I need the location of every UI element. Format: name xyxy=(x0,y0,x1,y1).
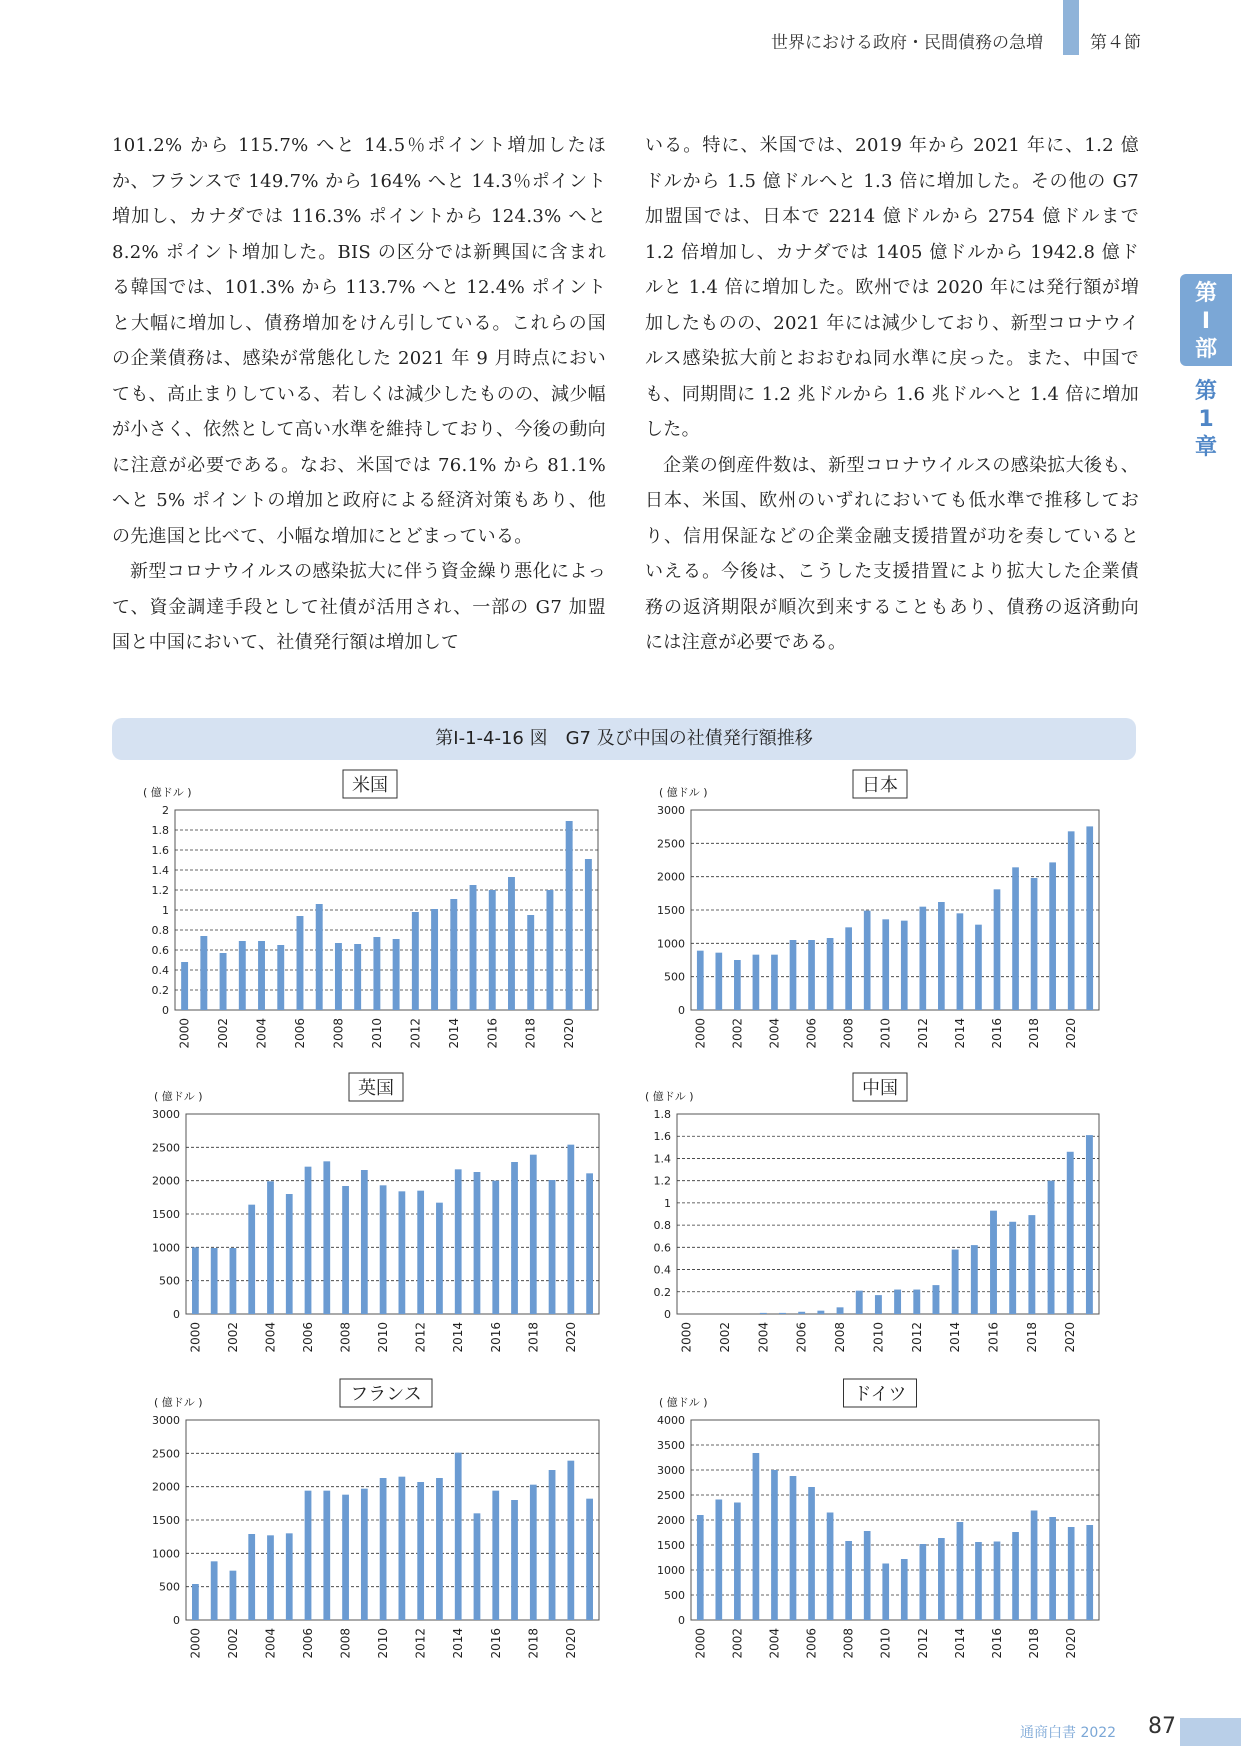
x-tick-label: 2012 xyxy=(915,1628,930,1659)
bar xyxy=(267,1181,274,1314)
y-tick-label: 0.2 xyxy=(151,984,169,997)
x-tick-label: 2012 xyxy=(909,1322,924,1353)
y-tick-label: 500 xyxy=(159,1580,180,1594)
bar xyxy=(200,936,207,1010)
x-tick-label: 2016 xyxy=(990,1628,1004,1659)
bar xyxy=(715,1500,722,1621)
bar xyxy=(753,955,760,1010)
bar xyxy=(192,1584,199,1620)
x-tick-label: 2016 xyxy=(488,1628,503,1659)
x-tick-label: 2014 xyxy=(446,1018,461,1049)
bar xyxy=(361,1489,368,1620)
y-tick-label: 2500 xyxy=(152,1141,180,1155)
y-tick-label: 1.2 xyxy=(151,884,169,897)
bar xyxy=(1012,1532,1019,1620)
x-tick-label: 2010 xyxy=(878,1628,893,1659)
running-header-title: 世界における政府・民間債務の急増 xyxy=(771,33,1043,53)
bar xyxy=(760,1313,767,1314)
bar xyxy=(882,919,889,1010)
bar xyxy=(994,889,1001,1010)
x-tick-label: 2000 xyxy=(177,1018,192,1049)
part-tab-char: 部 xyxy=(1194,337,1217,362)
x-tick-label: 2000 xyxy=(693,1018,708,1049)
bar xyxy=(1028,1215,1035,1314)
bar xyxy=(230,1248,237,1314)
y-axis-unit: ( 億ドル ) xyxy=(659,786,708,799)
bar xyxy=(715,953,722,1010)
y-tick-label: 1.4 xyxy=(653,1152,671,1166)
x-tick-label: 2000 xyxy=(693,1628,708,1659)
body-paragraph: いる。特に、米国では、2019 年から 2021 年に、1.2 億ドルから 1.5 億ドルへと 1.3 倍に増加した。その他の G7 加盟国では、日本で 2214 億ドルから 2754 億ドルまで 1.2 倍増加し、カナダでは 1405 億ドルから 1942.8 億ドルと 1.4 倍に増加した。欧州では 2020 年には発行額が増加したものの、2021 年には減少しており、新型コロナウイルス感染拡大前とおおむね同水準に戻った。また、中国でも、同期間に 1.2 兆ドルから 1.6 兆ドルへと 1.4 倍に増加した。 xyxy=(645,135,1139,440)
x-tick-label: 2018 xyxy=(526,1628,541,1659)
x-tick-label: 2016 xyxy=(986,1322,1001,1353)
x-tick-label: 2002 xyxy=(730,1628,745,1659)
x-tick-label: 2006 xyxy=(804,1018,819,1049)
bar xyxy=(901,921,908,1010)
y-tick-label: 0.6 xyxy=(653,1241,671,1255)
x-tick-label: 2004 xyxy=(263,1322,278,1353)
bar xyxy=(1049,862,1056,1010)
y-tick-label: 1500 xyxy=(657,1539,685,1552)
x-tick-label: 2018 xyxy=(1027,1628,1042,1659)
y-tick-label: 0 xyxy=(162,1004,169,1017)
bar xyxy=(380,1478,387,1620)
y-tick-label: 0.6 xyxy=(151,944,169,957)
bar xyxy=(586,1173,593,1314)
y-tick-label: 1.2 xyxy=(653,1174,671,1188)
bar xyxy=(567,1461,574,1620)
bar xyxy=(399,1191,406,1314)
bar xyxy=(975,1542,982,1620)
bar xyxy=(817,1311,824,1314)
y-tick-label: 4000 xyxy=(657,1414,685,1427)
bar xyxy=(845,1541,852,1620)
y-tick-label: 1.6 xyxy=(151,844,169,857)
bar xyxy=(971,1245,978,1314)
x-tick-label: 2010 xyxy=(871,1322,886,1353)
y-tick-label: 3500 xyxy=(657,1439,685,1452)
bar xyxy=(436,1478,443,1620)
y-tick-label: 1500 xyxy=(657,904,685,917)
bar xyxy=(771,1470,778,1620)
x-tick-label: 2016 xyxy=(488,1322,503,1353)
y-tick-label: 3000 xyxy=(657,804,685,817)
x-tick-label: 2002 xyxy=(225,1628,240,1659)
bar xyxy=(305,1491,312,1620)
bar xyxy=(901,1559,908,1620)
bar xyxy=(827,938,834,1010)
bar xyxy=(875,1295,882,1314)
y-tick-label: 1000 xyxy=(657,937,685,951)
bar xyxy=(1048,1181,1055,1314)
bar xyxy=(933,1285,940,1314)
x-tick-label: 2012 xyxy=(413,1628,428,1659)
x-tick-label: 2012 xyxy=(915,1018,930,1049)
bar xyxy=(1086,1135,1093,1314)
x-tick-label: 2002 xyxy=(730,1018,745,1049)
bar xyxy=(342,1186,349,1314)
body-paragraph: 企業の倒産件数は、新型コロナウイルスの感染拡大後も、日本、米国、欧州のいずれにおいても低水準で推移しており、信用保証などの企業金融支援措置が功を奏しているといえる。今後は、こうした支援措置により拡大した企業債務の返済期限が順次到来することもあり、債務の返済動向には注意が必要である。 xyxy=(645,454,1140,653)
bar xyxy=(373,937,380,1010)
bar xyxy=(919,1544,926,1620)
y-tick-label: 1.8 xyxy=(653,1108,671,1121)
bar xyxy=(827,1513,834,1621)
bar xyxy=(697,1515,704,1620)
bar xyxy=(808,940,815,1010)
bar xyxy=(511,1500,518,1620)
x-tick-label: 2004 xyxy=(767,1018,782,1049)
y-tick-label: 3000 xyxy=(152,1414,180,1427)
bar xyxy=(380,1185,387,1314)
chart-title: ドイツ xyxy=(853,1384,907,1405)
y-tick-label: 0.8 xyxy=(653,1219,671,1233)
x-tick-label: 2002 xyxy=(225,1322,240,1353)
bar xyxy=(492,1491,499,1620)
y-tick-label: 1000 xyxy=(152,1241,180,1255)
chart-title: 米国 xyxy=(352,775,388,796)
x-tick-label: 2020 xyxy=(563,1628,578,1659)
y-tick-label: 0.4 xyxy=(653,1263,671,1277)
bar xyxy=(913,1290,920,1314)
y-tick-label: 0 xyxy=(173,1308,180,1321)
bar xyxy=(181,962,188,1010)
bar xyxy=(549,1470,556,1620)
x-tick-label: 2008 xyxy=(841,1018,856,1049)
x-tick-label: 2000 xyxy=(188,1322,203,1353)
part-tab-char: Ⅰ xyxy=(1201,309,1211,334)
y-tick-label: 0 xyxy=(173,1614,180,1627)
bar xyxy=(1067,1152,1074,1314)
footer-accent-bar xyxy=(1180,1718,1241,1746)
x-tick-label: 2018 xyxy=(1027,1018,1042,1049)
bar xyxy=(335,943,342,1010)
y-tick-label: 1.4 xyxy=(151,864,169,877)
y-axis-unit: ( 億ドル ) xyxy=(154,1090,203,1103)
y-axis-unit: ( 億ドル ) xyxy=(645,1090,694,1103)
bar xyxy=(436,1203,443,1314)
x-tick-label: 2018 xyxy=(523,1018,538,1049)
bar xyxy=(230,1571,237,1620)
x-tick-label: 2006 xyxy=(292,1018,307,1049)
x-tick-label: 2000 xyxy=(679,1322,694,1353)
bar xyxy=(734,1503,741,1621)
y-tick-label: 0 xyxy=(664,1308,671,1321)
bar xyxy=(779,1313,786,1314)
page-number: 87 xyxy=(1148,1714,1176,1739)
x-tick-label: 2004 xyxy=(767,1628,782,1659)
bar xyxy=(753,1453,760,1620)
bar xyxy=(864,1531,871,1620)
bar xyxy=(975,925,982,1010)
bar xyxy=(239,941,246,1010)
y-tick-label: 500 xyxy=(664,1589,685,1602)
x-tick-label: 2014 xyxy=(952,1018,967,1049)
bar xyxy=(323,1161,330,1314)
y-tick-label: 3000 xyxy=(152,1108,180,1121)
bar xyxy=(417,1482,424,1620)
bar xyxy=(286,1533,293,1620)
bar xyxy=(450,899,457,1010)
bar xyxy=(790,940,797,1010)
bar xyxy=(566,821,573,1010)
x-tick-label: 2020 xyxy=(563,1322,578,1353)
x-tick-label: 2020 xyxy=(1064,1018,1079,1049)
chapter-tab-char: 章 xyxy=(1194,435,1217,460)
x-tick-label: 2012 xyxy=(413,1322,428,1353)
bar xyxy=(549,1180,556,1314)
bar xyxy=(305,1167,312,1314)
bar xyxy=(1086,1525,1093,1620)
y-tick-label: 0.2 xyxy=(653,1285,671,1299)
x-tick-label: 2006 xyxy=(301,1322,316,1353)
x-tick-label: 2008 xyxy=(331,1018,346,1049)
bar xyxy=(882,1564,889,1621)
bar xyxy=(734,960,741,1010)
x-tick-label: 2020 xyxy=(1063,1322,1078,1353)
chart-title: 英国 xyxy=(358,1078,394,1099)
bar xyxy=(455,1453,462,1620)
bar xyxy=(508,877,515,1010)
x-tick-label: 2020 xyxy=(1064,1628,1079,1659)
bar xyxy=(267,1535,274,1620)
bar xyxy=(990,1211,997,1314)
bar xyxy=(474,1172,481,1314)
bar xyxy=(790,1476,797,1620)
x-tick-label: 2014 xyxy=(451,1322,466,1353)
bar xyxy=(361,1170,368,1314)
chart-title: フランス xyxy=(350,1384,422,1405)
bar xyxy=(957,1522,964,1620)
bar xyxy=(585,859,592,1010)
y-tick-label: 2000 xyxy=(152,1480,180,1494)
x-tick-label: 2008 xyxy=(338,1628,353,1659)
bar xyxy=(220,953,227,1010)
bar xyxy=(1049,1517,1056,1620)
x-tick-label: 2008 xyxy=(841,1628,856,1659)
bar xyxy=(1031,878,1038,1010)
y-tick-label: 2000 xyxy=(657,870,685,884)
bar xyxy=(845,927,852,1010)
x-tick-label: 2000 xyxy=(188,1628,203,1659)
plot-frame xyxy=(677,1114,1099,1314)
bar xyxy=(470,885,477,1010)
x-tick-label: 2014 xyxy=(948,1322,963,1353)
x-tick-label: 2012 xyxy=(408,1018,423,1049)
bar xyxy=(530,1485,537,1620)
bar xyxy=(489,890,496,1010)
y-tick-label: 1500 xyxy=(152,1208,180,1221)
bar xyxy=(393,939,400,1010)
bar xyxy=(798,1312,805,1314)
x-tick-label: 2010 xyxy=(878,1018,893,1049)
bar xyxy=(530,1155,537,1314)
bar xyxy=(808,1487,815,1620)
x-tick-label: 2004 xyxy=(263,1628,278,1659)
y-tick-label: 1 xyxy=(664,1196,671,1210)
bar xyxy=(919,907,926,1010)
x-tick-label: 2018 xyxy=(526,1322,541,1353)
bar xyxy=(957,913,964,1010)
x-tick-label: 2006 xyxy=(794,1322,809,1353)
bar xyxy=(1009,1222,1016,1314)
y-tick-label: 0.8 xyxy=(151,924,169,937)
bar xyxy=(474,1513,481,1620)
bar xyxy=(856,1291,863,1314)
y-tick-label: 500 xyxy=(159,1274,180,1288)
y-tick-label: 3000 xyxy=(657,1464,685,1477)
chart-title: 日本 xyxy=(862,775,898,796)
y-tick-label: 0 xyxy=(678,1004,685,1017)
bar xyxy=(1031,1511,1038,1621)
y-tick-label: 2000 xyxy=(152,1174,180,1188)
x-tick-label: 2016 xyxy=(485,1018,500,1049)
running-header-section: 第４節 xyxy=(1090,33,1141,53)
bar xyxy=(1086,826,1093,1010)
bar xyxy=(417,1191,424,1314)
bar xyxy=(211,1561,218,1620)
bar xyxy=(286,1194,293,1314)
bar xyxy=(567,1145,574,1314)
y-tick-label: 500 xyxy=(664,970,685,984)
bar xyxy=(342,1495,349,1620)
figure-title: 第Ⅰ-1-4-16 図 G7 及び中国の社債発行額推移 xyxy=(112,718,1136,760)
y-axis-unit: ( 億ドル ) xyxy=(154,1396,203,1409)
bar xyxy=(1012,867,1019,1010)
x-tick-label: 2014 xyxy=(952,1628,967,1659)
body-paragraph: 新型コロナウイルスの感染拡大に伴う資金繰り悪化によって、資金調達手段として社債が活用され、一部の G7 加盟国と中国において、社債発行額は増加して xyxy=(112,561,606,653)
y-tick-label: 1.8 xyxy=(151,824,169,837)
bar xyxy=(399,1477,406,1620)
bar xyxy=(211,1248,218,1314)
chapter-tab-char: 第 xyxy=(1194,379,1217,404)
x-tick-label: 2018 xyxy=(1024,1322,1039,1353)
bar xyxy=(258,941,265,1010)
x-tick-label: 2002 xyxy=(216,1018,231,1049)
bar xyxy=(412,912,419,1010)
bar xyxy=(527,915,534,1010)
y-tick-label: 2500 xyxy=(152,1447,180,1461)
bar xyxy=(952,1250,959,1314)
x-tick-label: 2006 xyxy=(804,1628,819,1659)
footer-book-title: 通商白書 2022 xyxy=(1020,1725,1117,1741)
x-tick-label: 2002 xyxy=(717,1322,732,1353)
y-axis-unit: ( 億ドル ) xyxy=(659,1396,708,1409)
bar xyxy=(938,902,945,1010)
bar xyxy=(316,904,323,1010)
bar xyxy=(431,909,438,1010)
y-tick-label: 2 xyxy=(162,804,169,817)
x-tick-label: 2016 xyxy=(990,1018,1004,1049)
bar xyxy=(586,1499,593,1620)
bar xyxy=(192,1247,199,1314)
x-tick-label: 2010 xyxy=(376,1322,391,1353)
bar xyxy=(837,1307,844,1314)
y-tick-label: 1500 xyxy=(152,1514,180,1527)
x-tick-label: 2010 xyxy=(369,1018,384,1049)
bar xyxy=(323,1491,330,1620)
bar xyxy=(277,945,284,1010)
x-tick-label: 2008 xyxy=(338,1322,353,1353)
bar xyxy=(354,944,361,1010)
bar xyxy=(492,1181,499,1314)
bar xyxy=(297,916,304,1010)
x-tick-label: 2020 xyxy=(562,1018,577,1049)
bar xyxy=(894,1290,901,1314)
bar xyxy=(546,890,553,1010)
y-tick-label: 1000 xyxy=(657,1564,685,1577)
y-tick-label: 0 xyxy=(678,1614,685,1627)
y-axis-unit: ( 億ドル ) xyxy=(143,786,192,799)
bar xyxy=(938,1538,945,1620)
y-tick-label: 0.4 xyxy=(151,964,169,977)
chart-title: 中国 xyxy=(862,1078,898,1099)
x-tick-label: 2010 xyxy=(376,1628,391,1659)
bar xyxy=(455,1169,462,1314)
bar xyxy=(864,911,871,1010)
y-tick-label: 2500 xyxy=(657,1489,685,1502)
bar xyxy=(1068,1527,1075,1620)
x-tick-label: 2006 xyxy=(301,1628,316,1659)
x-tick-label: 2008 xyxy=(833,1322,848,1353)
x-tick-label: 2004 xyxy=(756,1322,771,1353)
y-tick-label: 1 xyxy=(162,904,169,917)
y-tick-label: 1000 xyxy=(152,1547,180,1561)
bar xyxy=(511,1162,518,1314)
y-tick-label: 2500 xyxy=(657,837,685,851)
bar xyxy=(248,1205,255,1314)
bar xyxy=(697,951,704,1010)
bar xyxy=(1068,831,1075,1010)
chapter-tab-char: 1 xyxy=(1198,407,1214,432)
bar xyxy=(771,955,778,1010)
y-tick-label: 2000 xyxy=(657,1514,685,1527)
bar xyxy=(994,1542,1001,1621)
part-tab-char: 第 xyxy=(1194,281,1217,306)
x-tick-label: 2004 xyxy=(254,1018,269,1049)
body-paragraph: 101.2% から 115.7% へと 14.5％ポイント増加したほか、フランスで 149.7% から 164% へと 14.3％ポイント増加し、カナダでは 116.3% ポイントから 124.3% へと 8.2% ポイント増加した。BIS の区分では新興国に含まれる韓国では、101.3% から 113.7% へと 12.4% ポイントと大幅に増加し、債務増加をけん引している。これらの国の企業債務は、感染が常態化した 2021 年 9 月時点においても、高止まりしている、若しくは減少したものの、減少幅が小さく、依然として高い水準を維持しており、今後の動向に注意が必要である。なお、米国では 76.1% から 81.1% へと 5% ポイントの増加と政府による経済対策もあり、他の先進国と比べて、小幅な増加にとどまっている。 xyxy=(112,135,606,547)
y-tick-label: 1.6 xyxy=(653,1130,671,1144)
x-tick-label: 2014 xyxy=(451,1628,466,1659)
bar xyxy=(248,1534,255,1620)
